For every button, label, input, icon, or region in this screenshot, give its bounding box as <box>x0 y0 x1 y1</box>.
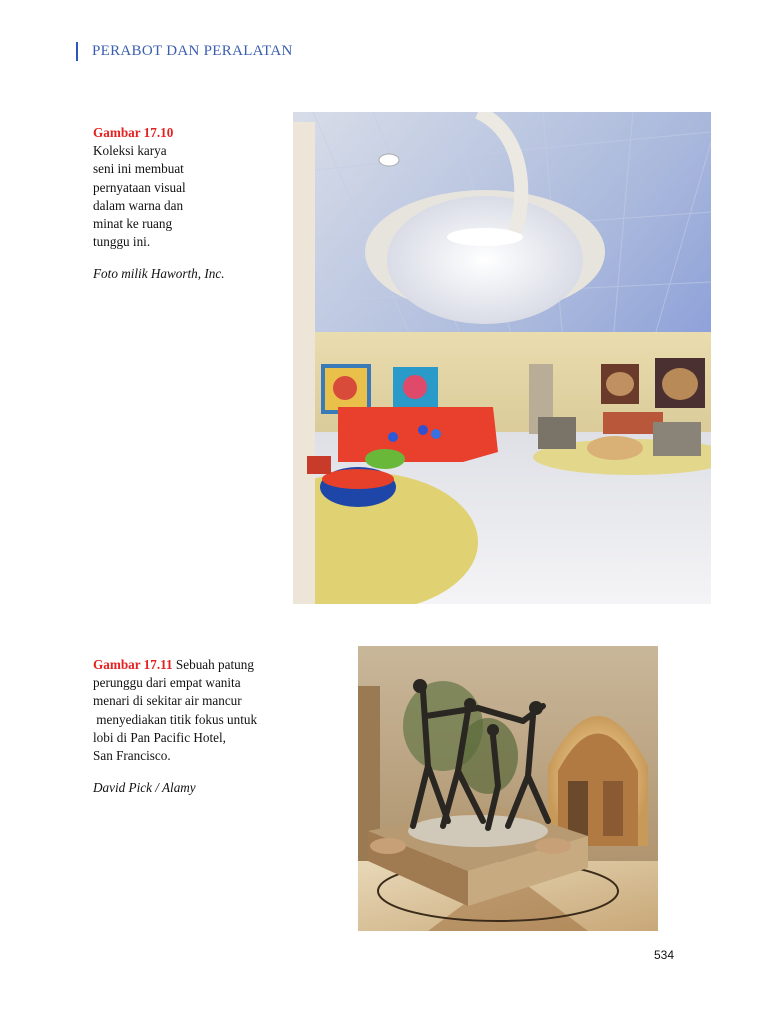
caption-line: menyediakan titik fokus untuk <box>93 711 258 727</box>
caption-first-line <box>93 656 313 674</box>
photo-credit: David Pick / Alamy <box>93 780 196 796</box>
figure-caption-17-10 <box>93 124 273 284</box>
caption-line: lobi di Pan Pacific Hotel, <box>93 729 226 745</box>
page-number: 534 <box>654 948 675 962</box>
caption-line: dalam warna dan <box>93 197 184 213</box>
running-header <box>76 40 293 62</box>
caption-line: San Francisco. <box>93 748 171 764</box>
header-title: PERABOT DAN PERALATAN <box>92 42 293 59</box>
caption-line: tunggu ini. <box>93 234 151 250</box>
caption-line: pernyataan visual <box>93 179 186 195</box>
figure-label: Gambar 17.10 <box>93 125 174 140</box>
caption-line: minat ke ruang <box>93 216 173 232</box>
figure-caption-17-11 <box>93 656 313 797</box>
caption-line: Koleksi karya <box>93 143 167 159</box>
header-accent-bar <box>76 42 78 61</box>
caption-text: Sebuah patung <box>175 657 254 672</box>
waiting-room-photo <box>293 112 711 604</box>
caption-line: menari di sekitar air mancur <box>93 693 242 709</box>
photo-credit: Foto milik Haworth, Inc. <box>93 266 225 282</box>
caption-line: perunggu dari empat wanita <box>93 675 241 691</box>
figure-label: Gambar 17.11 <box>93 657 173 672</box>
hotel-lobby-sculpture-photo <box>358 646 658 931</box>
caption-line: seni ini membuat <box>93 161 184 177</box>
